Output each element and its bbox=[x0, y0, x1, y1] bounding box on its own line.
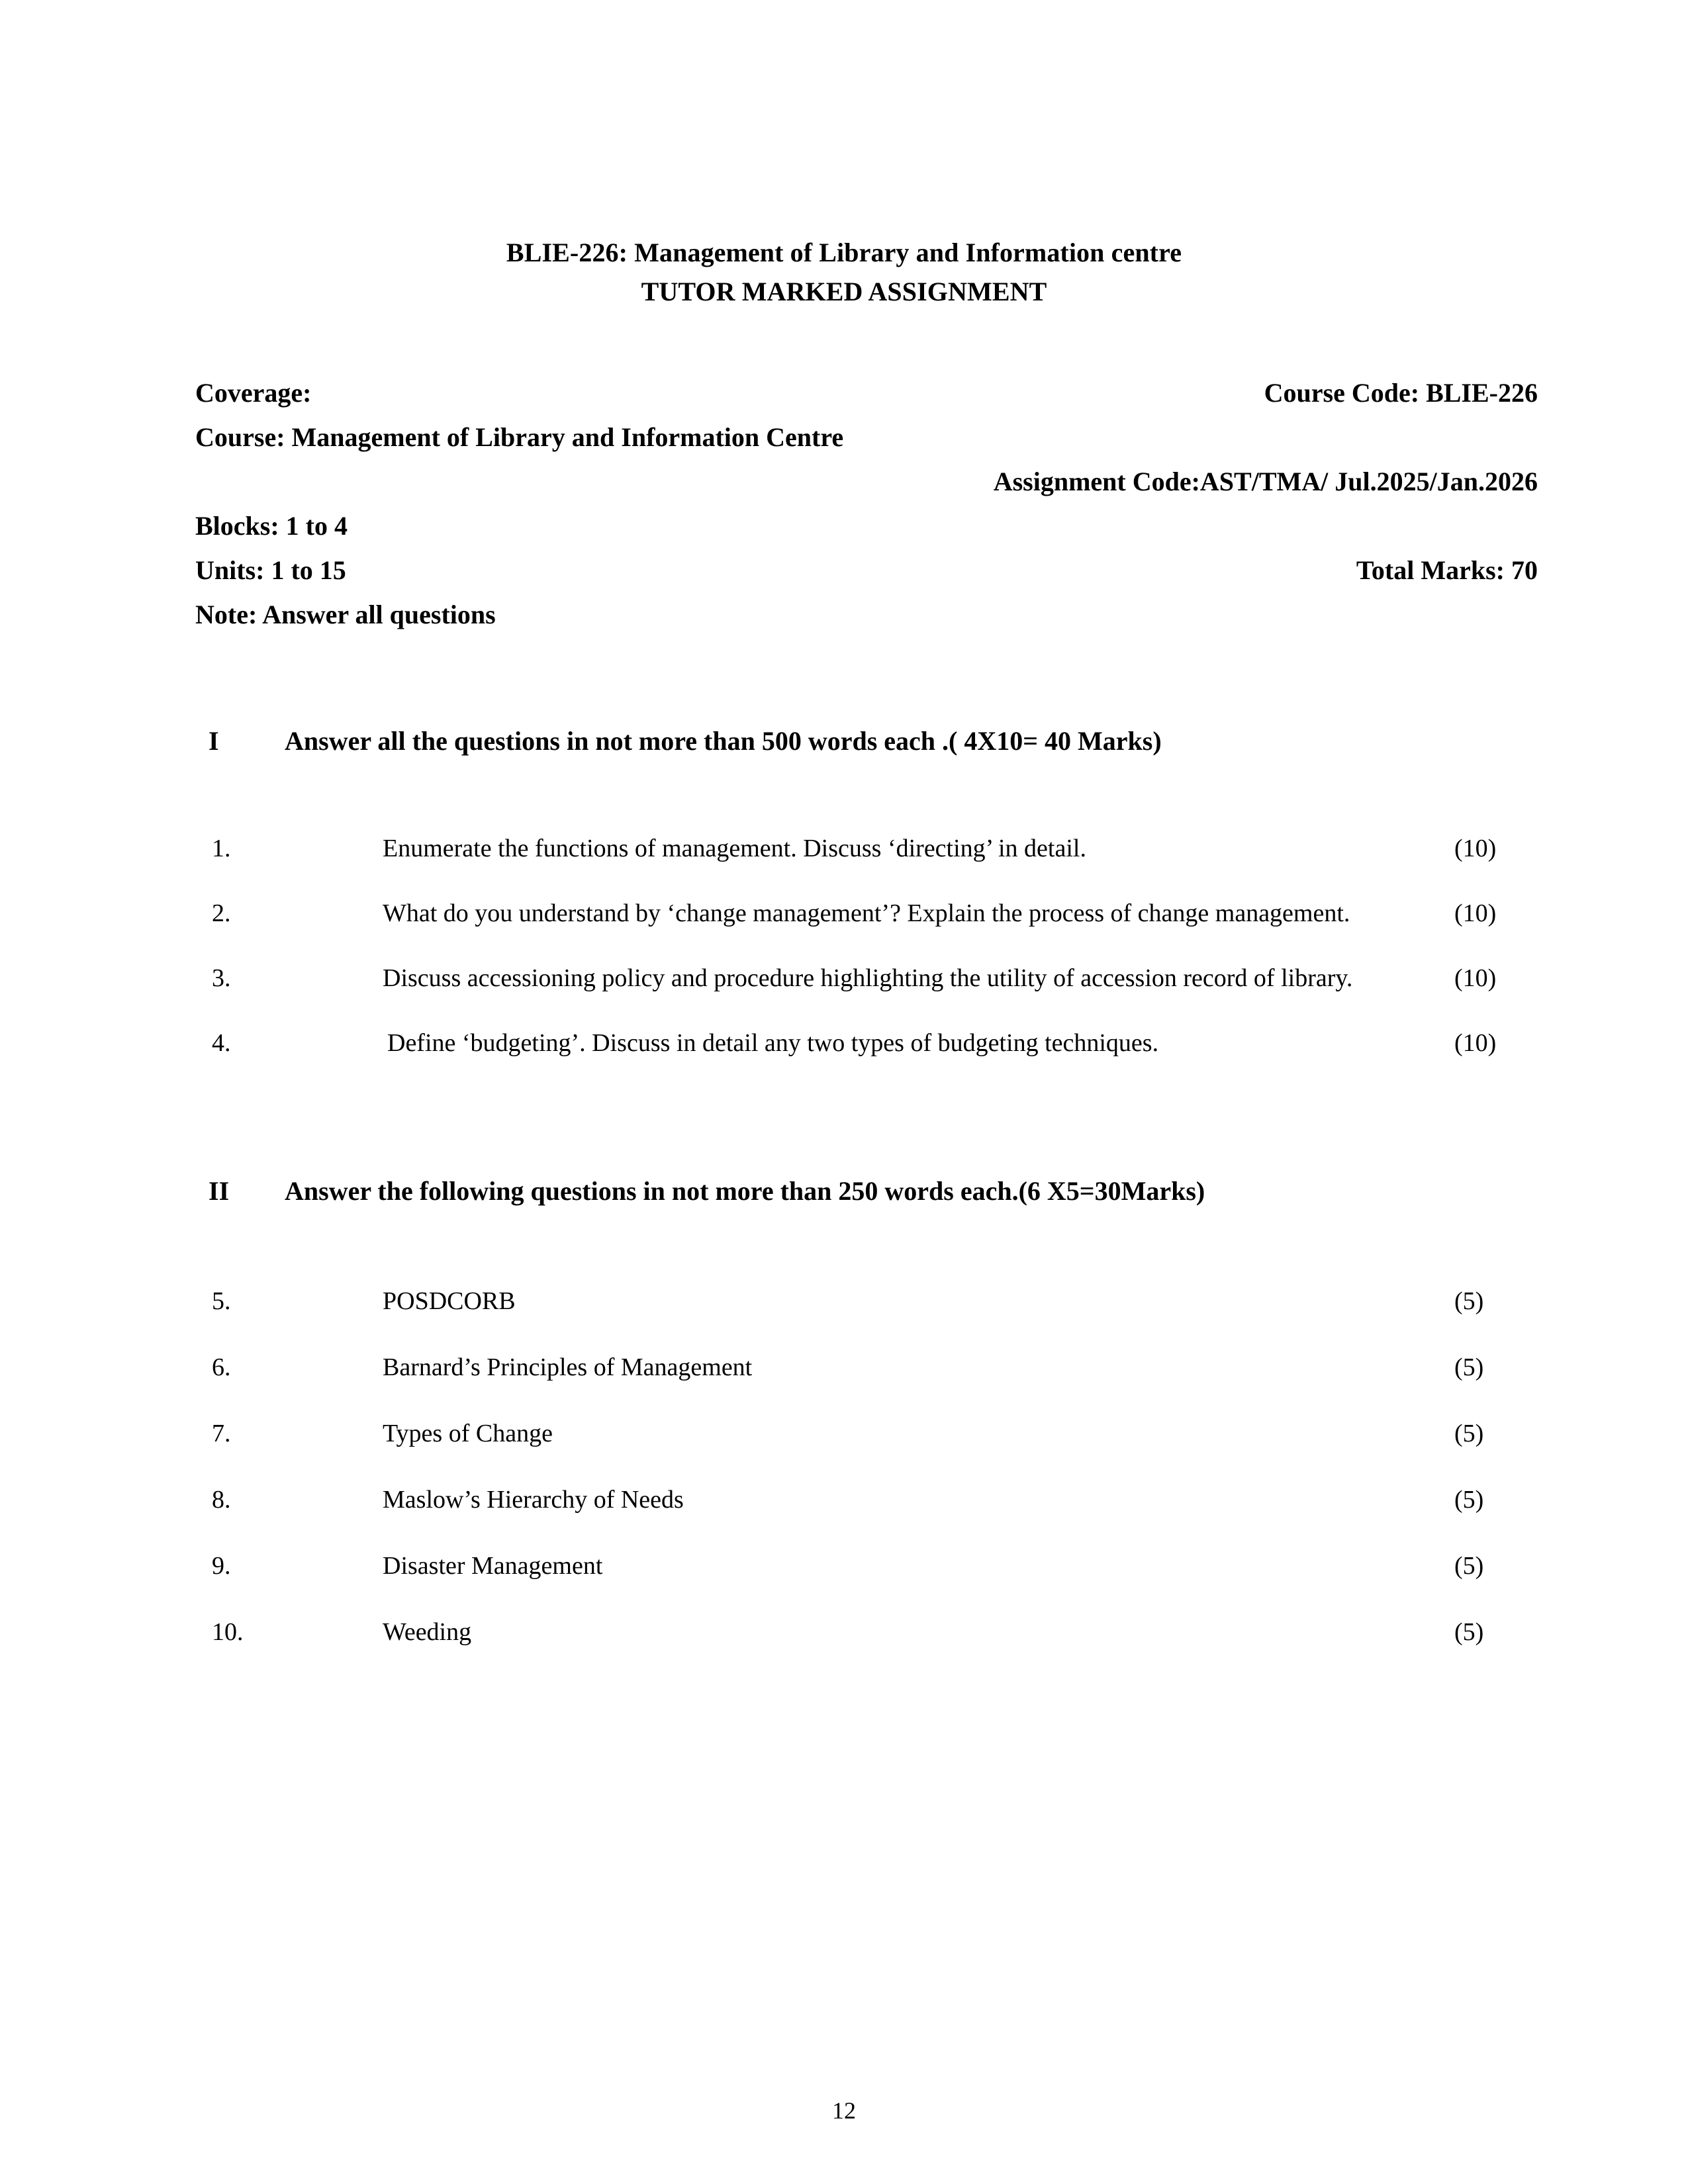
question-text: Discuss accessioning policy and procedure highlighting the utility of accession record of library. bbox=[383, 964, 1353, 992]
section-heading-text-2: Answer the following questions in not more than 250 words each.(6 X5=30Marks) bbox=[285, 1176, 1205, 1206]
question-marks: (5) bbox=[1454, 1353, 1484, 1381]
question-text: Define ‘budgeting’. Discuss in detail any two types of budgeting techniques. bbox=[387, 1029, 1159, 1057]
meta-row-note bbox=[195, 592, 1538, 637]
question-number: 6. bbox=[212, 1353, 231, 1381]
section-numeral-2: II bbox=[209, 1176, 230, 1206]
page-subtitle: TUTOR MARKED ASSIGNMENT bbox=[641, 277, 1047, 306]
assignment-code-value: Assignment Code:AST/TMA/ Jul.2025/Jan.2026 bbox=[993, 467, 1538, 496]
course-name-value: Course: Management of Library and Information Centre bbox=[195, 422, 844, 452]
question-number: 7. bbox=[212, 1420, 231, 1447]
page-number-footer: 12 bbox=[832, 2097, 856, 2124]
assignment-metadata bbox=[195, 371, 1538, 637]
question-row bbox=[195, 1616, 1546, 1648]
coverage-label: Coverage: bbox=[195, 378, 312, 408]
question-row bbox=[195, 1550, 1546, 1582]
question-row bbox=[195, 1484, 1546, 1516]
question-number: 10. bbox=[212, 1618, 244, 1646]
question-number: 8. bbox=[212, 1486, 231, 1514]
question-row bbox=[195, 1418, 1546, 1449]
section-numeral-1: I bbox=[209, 726, 219, 756]
question-list-section-2 bbox=[195, 1285, 1546, 1648]
question-row bbox=[195, 833, 1546, 864]
question-marks: (10) bbox=[1454, 835, 1497, 862]
question-number: 3. bbox=[212, 964, 231, 992]
document-title-block bbox=[0, 233, 1688, 311]
section-heading-2 bbox=[209, 1173, 1205, 1210]
question-marks: (5) bbox=[1454, 1420, 1484, 1447]
meta-row-coverage bbox=[195, 371, 1538, 415]
question-row bbox=[195, 897, 1546, 929]
question-text: Disaster Management bbox=[383, 1552, 603, 1580]
units-value: Units: 1 to 15 bbox=[195, 555, 346, 585]
section-heading-text-1: Answer all the questions in not more than 500 words each .( 4X10= 40 Marks) bbox=[285, 726, 1162, 756]
question-number: 9. bbox=[212, 1552, 231, 1580]
question-text: Weeding bbox=[383, 1618, 472, 1646]
total-marks-value: Total Marks: 70 bbox=[1356, 555, 1538, 585]
meta-row-course bbox=[195, 415, 1538, 459]
course-code-value: Course Code: BLIE-226 bbox=[1264, 378, 1538, 408]
question-row bbox=[195, 962, 1546, 994]
question-text: Enumerate the functions of management. Discuss ‘directing’ in detail. bbox=[383, 835, 1086, 862]
question-marks: (5) bbox=[1454, 1287, 1484, 1315]
question-text: Maslow’s Hierarchy of Needs bbox=[383, 1486, 684, 1514]
section-heading-1 bbox=[209, 723, 1162, 760]
page-title: BLIE-226: Management of Library and Information centre bbox=[506, 238, 1182, 267]
note-value: Note: Answer all questions bbox=[195, 600, 496, 629]
question-list-section-1 bbox=[195, 833, 1546, 1059]
question-text: What do you understand by ‘change management’? Explain the process of change management. bbox=[383, 899, 1350, 927]
meta-row-units bbox=[195, 548, 1538, 592]
question-marks: (10) bbox=[1454, 899, 1497, 927]
meta-row-blocks bbox=[195, 504, 1538, 548]
question-marks: (5) bbox=[1454, 1486, 1484, 1514]
question-text: POSDCORB bbox=[383, 1287, 516, 1315]
question-marks: (10) bbox=[1454, 1029, 1497, 1057]
meta-row-assignment-code bbox=[195, 459, 1539, 504]
question-text: Barnard’s Principles of Management bbox=[383, 1353, 753, 1381]
question-number: 1. bbox=[212, 835, 231, 862]
blocks-value: Blocks: 1 to 4 bbox=[195, 511, 348, 541]
question-row bbox=[195, 1027, 1546, 1059]
question-row bbox=[195, 1351, 1546, 1383]
question-marks: (10) bbox=[1454, 964, 1497, 992]
question-number: 5. bbox=[212, 1287, 231, 1315]
question-row bbox=[195, 1285, 1546, 1317]
question-marks: (5) bbox=[1454, 1552, 1484, 1580]
question-number: 4. bbox=[212, 1029, 231, 1057]
question-marks: (5) bbox=[1454, 1618, 1484, 1646]
question-text: Types of Change bbox=[383, 1420, 553, 1447]
question-number: 2. bbox=[212, 899, 231, 927]
